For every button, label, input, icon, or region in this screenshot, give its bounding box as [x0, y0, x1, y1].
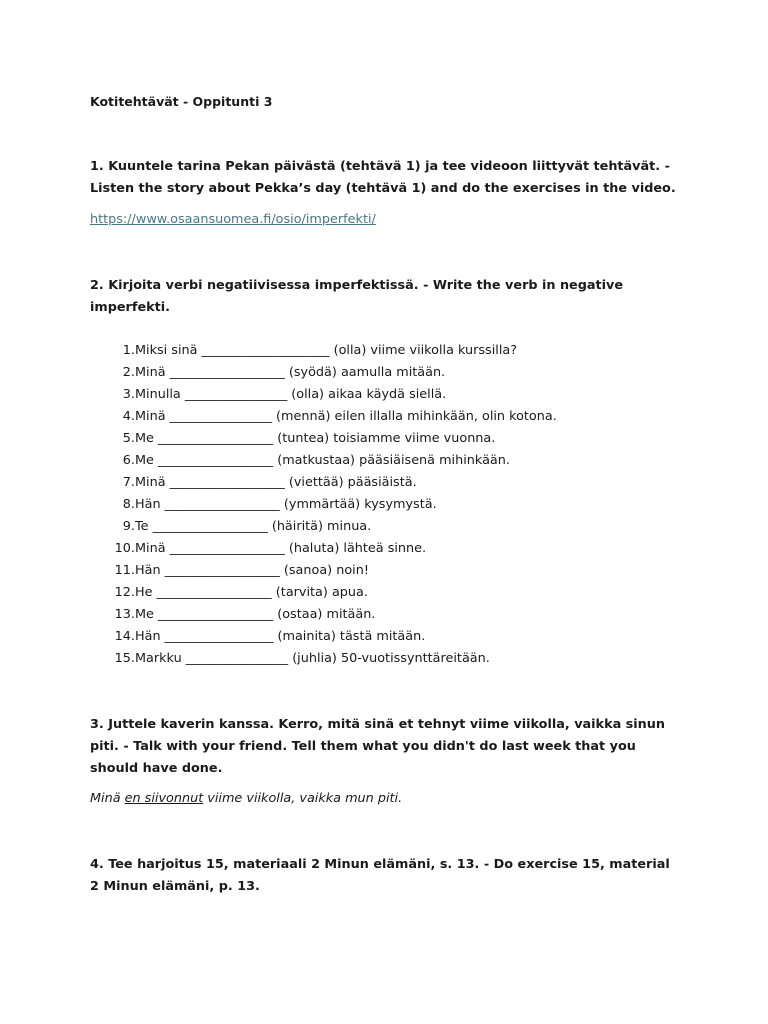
exercise-item	[90, 648, 490, 670]
example-underlined: en siivonnut	[124, 791, 204, 806]
exercise-text: Miksi sinä ____________________ (olla) viime viikolla kurssilla?	[135, 343, 518, 358]
exercise-text: He __________________ (tarvita) apua.	[135, 585, 368, 600]
exercise-item	[90, 582, 368, 604]
exercise-number: 11.	[114, 563, 135, 578]
exercise-number: 15.	[114, 651, 135, 666]
task-3-example	[90, 791, 402, 806]
exercise-number: 14.	[114, 629, 135, 644]
exercise-number: 9.	[122, 519, 135, 534]
exercise-item	[90, 538, 427, 560]
exercise-text: Minä ________________ (mennä) eilen illalla mihinkään, olin kotona.	[135, 409, 557, 424]
task-2-instructions: 2. Kirjoita verbi negatiivisessa imperfektissä. - Write the verb in negative imperfekti.	[90, 278, 624, 315]
exercise-item	[90, 406, 557, 428]
exercise-text: Me __________________ (matkustaa) pääsiäisenä mihinkään.	[135, 453, 510, 468]
exercise-text: Me __________________ (ostaa) mitään.	[135, 607, 376, 622]
task-4-instructions: 4. Tee harjoitus 15, materiaali 2 Minun elämäni, s. 13. - Do exercise 15, material 2 Minun elämäni, p. 13.	[90, 857, 670, 894]
exercise-item	[90, 560, 369, 582]
exercise-text: Hän _________________ (mainita) tästä mitään.	[135, 629, 426, 644]
exercise-text: Hän __________________ (ymmärtää) kysymystä.	[135, 497, 437, 512]
exercise-number: 13.	[114, 607, 135, 622]
exercise-number: 8.	[122, 497, 135, 512]
exercise-number: 6.	[122, 453, 135, 468]
exercise-number: 4.	[122, 409, 135, 424]
exercise-text: Minulla ________________ (olla) aikaa käydä siellä.	[135, 387, 447, 402]
exercise-item	[90, 340, 518, 362]
exercise-number: 7.	[122, 475, 135, 490]
exercise-text: Minä __________________ (syödä) aamulla mitään.	[135, 365, 446, 380]
exercise-text: Hän __________________ (sanoa) noin!	[135, 563, 369, 578]
task-3-instructions: 3. Juttele kaverin kanssa. Kerro, mitä sinä et tehnyt viime viikolla, vaikka sinun piti. - Talk with your friend. Tell them what you didn't do last week that you should have done.	[90, 717, 666, 776]
exercise-item	[90, 626, 426, 648]
exercise-item	[90, 516, 372, 538]
exercise-number: 10.	[114, 541, 135, 556]
exercise-number: 3.	[122, 387, 135, 402]
exercise-item	[90, 428, 496, 450]
exercise-text: Me __________________ (tuntea) toisiamme viime vuonna.	[135, 431, 496, 446]
exercise-text: Minä __________________ (haluta) lähteä sinne.	[135, 541, 427, 556]
document-title: Kotitehtävät - Oppitunti 3	[90, 94, 273, 109]
exercise-item	[90, 362, 446, 384]
exercise-item	[90, 384, 447, 406]
exercise-item	[90, 472, 417, 494]
exercise-text: Markku ________________ (juhlia) 50-vuotissynttäreitään.	[135, 651, 490, 666]
task-1-instructions: 1. Kuuntele tarina Pekan päivästä (tehtävä 1) ja tee videoon liittyvät tehtävät. - Listen the story about Pekka’s day (tehtävä 1) and do the exercises in the video.	[90, 159, 676, 196]
exercise-item	[90, 494, 437, 516]
exercise-text: Te __________________ (häiritä) minua.	[135, 519, 372, 534]
exercise-number: 12.	[114, 585, 135, 600]
exercise-item	[90, 604, 376, 626]
exercise-number: 1.	[122, 343, 135, 358]
example-suffix: viime viikolla, vaikka mun piti.	[203, 791, 403, 806]
exercise-list	[90, 340, 557, 670]
task-1-link[interactable]: https://www.osaansuomea.fi/osio/imperfekti/	[90, 212, 376, 227]
exercise-text: Minä __________________ (viettää) pääsiäistä.	[135, 475, 417, 490]
exercise-number: 5.	[122, 431, 135, 446]
exercise-item	[90, 450, 510, 472]
exercise-number: 2.	[122, 365, 135, 380]
example-prefix: Minä	[90, 791, 125, 806]
